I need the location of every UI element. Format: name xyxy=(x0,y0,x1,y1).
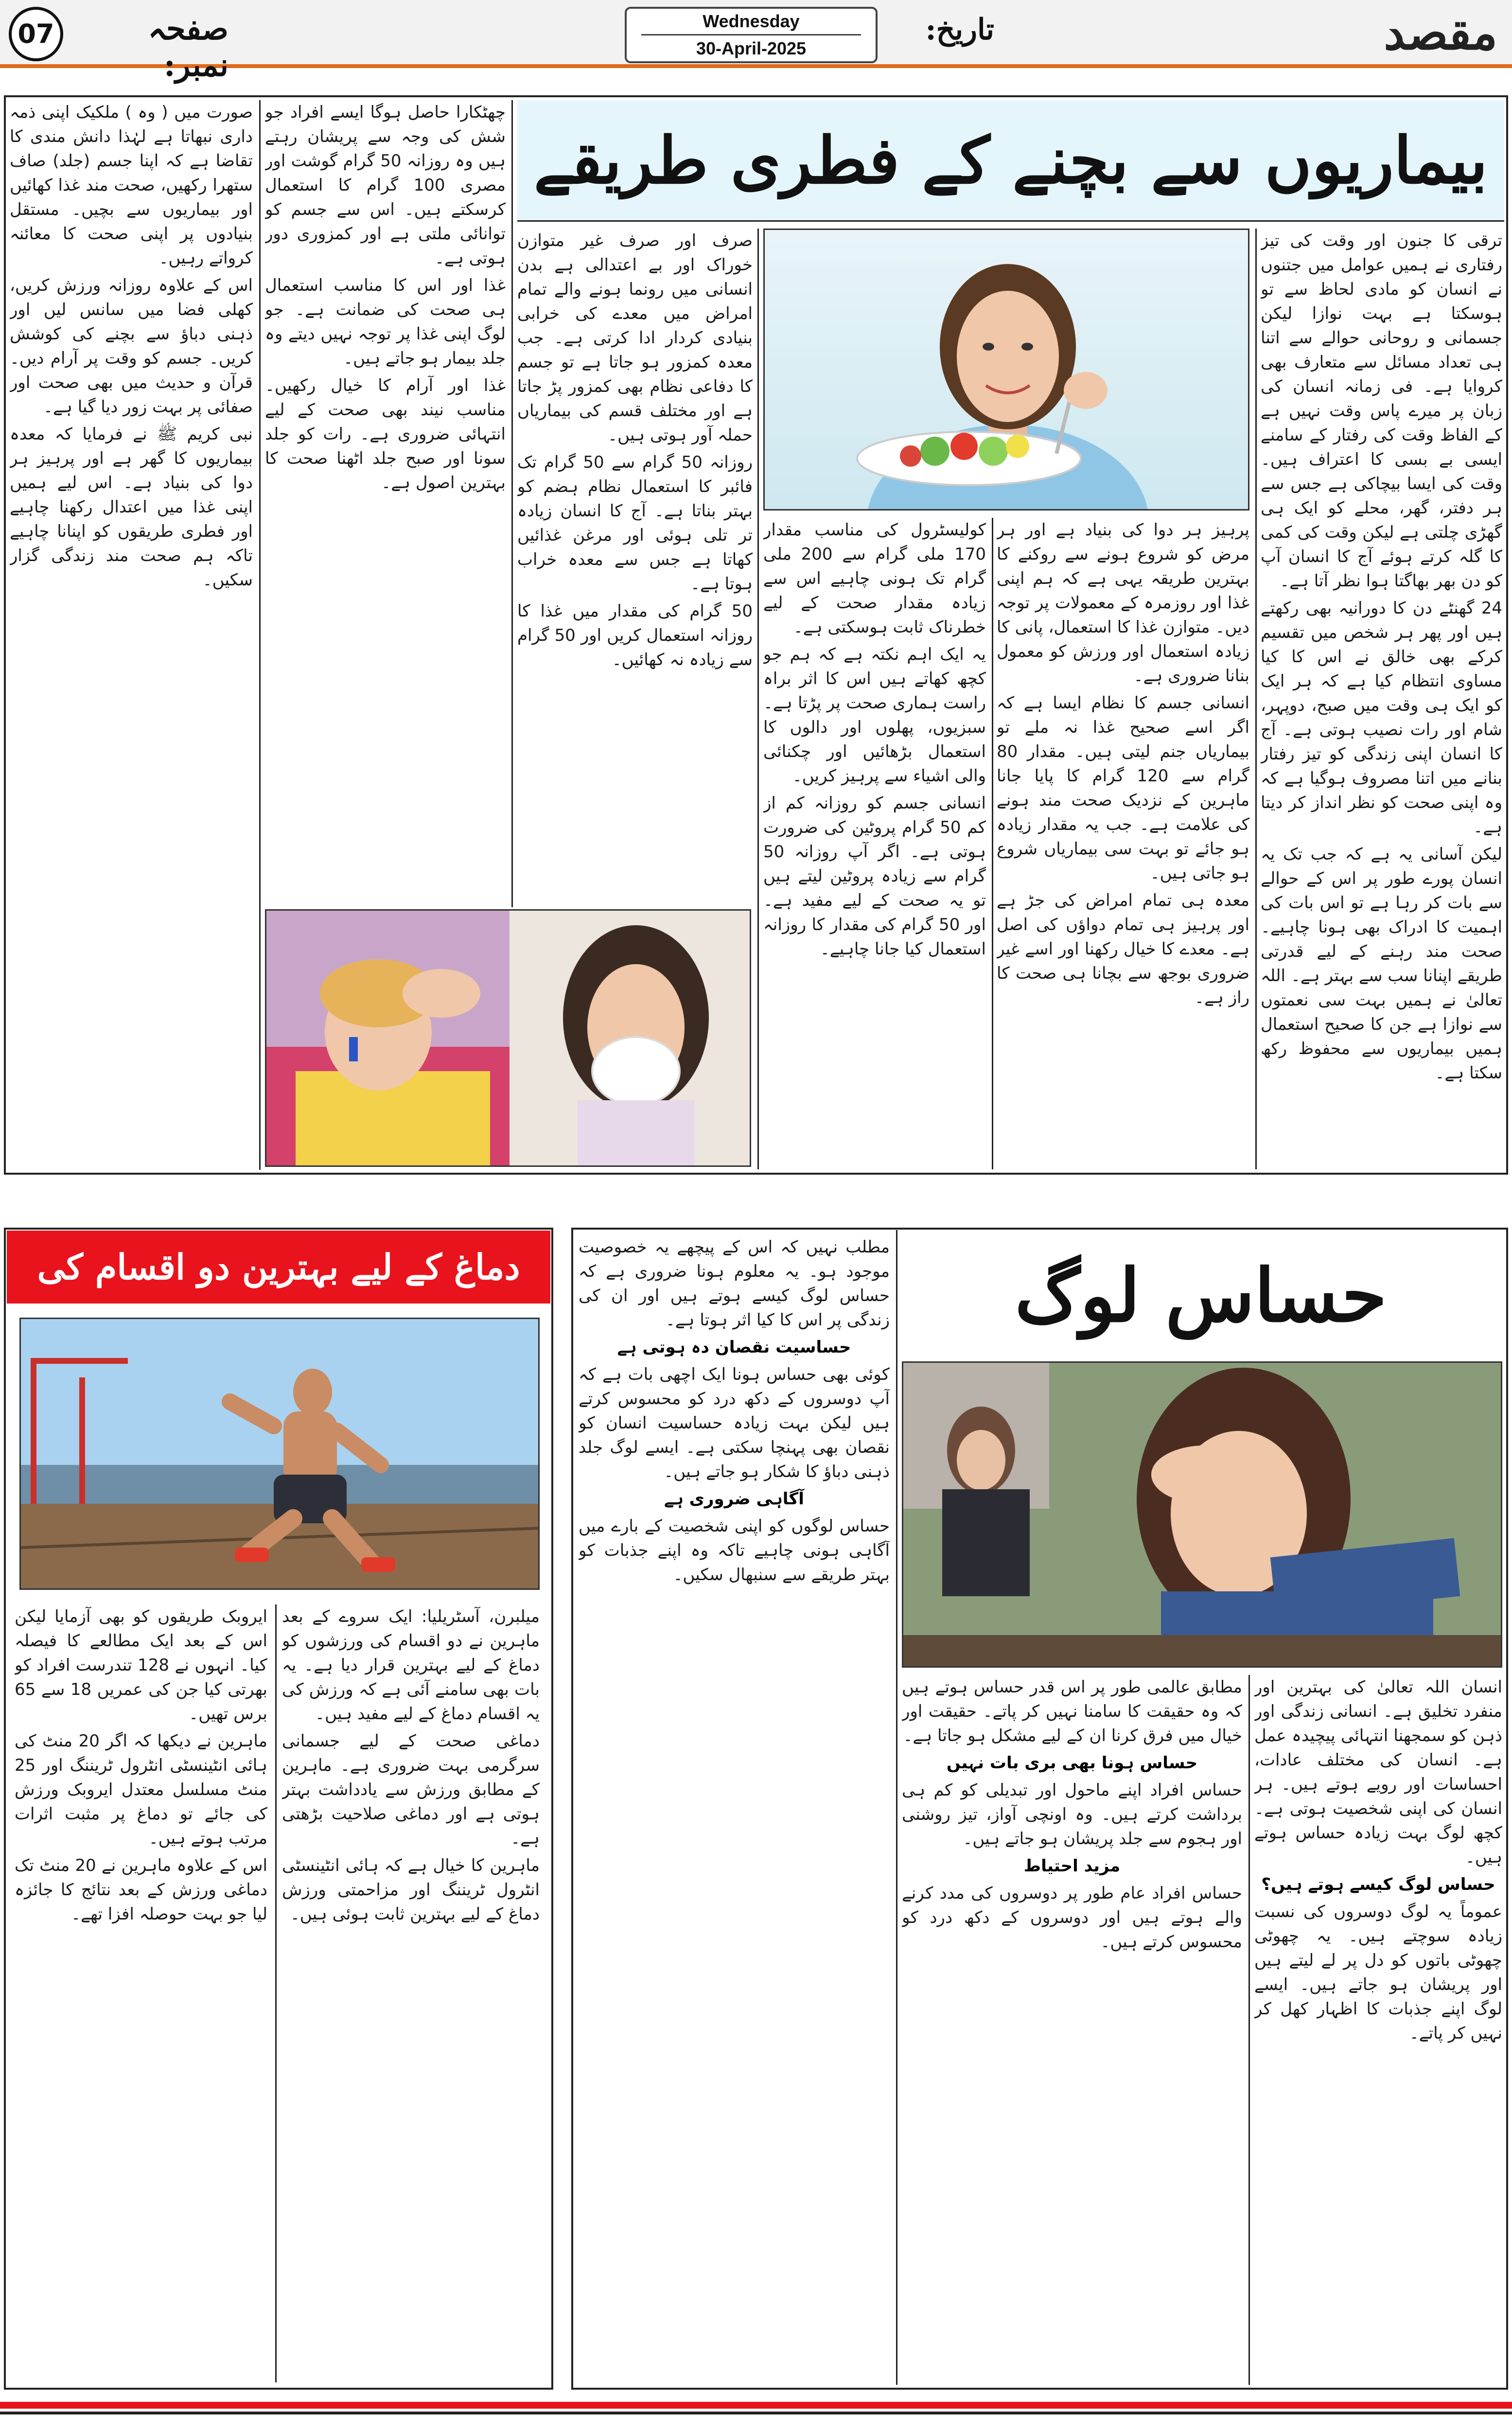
sad-woman-on-bench-image xyxy=(902,1361,1502,1668)
paragraph: ترقی کا جنون اور وقت کی تیز رفتاری نے ہمیں عوامل میں جتنوں نے انسان کو مادی لحاظ سے تو ہوسکتا ہے بہت نوازا لیکن جسمانی و روحانی حوالے سے اتنا ہی تعداد مسائل سے متعارف بھی کروایا ہے۔ فی زمانہ انسان کی زبان پر میرے پاس وقت نہیں ہے کے الفاظ وقت کی رفتار کے سامنے ایسی بے بسی کا اعتراف ہیں۔ وقت کی ایسا بیچاکی ہے جس سے ہر دفتر، گھر، محلے کو ایک ہی گھڑی چلتی ہے لیکن وقت کی کمی کا گلہ کرتے ہوئے آج کا انسان آپ کو دن بھر بھاگتا ہوا نظر آتا ہے۔ xyxy=(1261,231,1502,591)
sad-woman-illustration xyxy=(903,1363,1502,1668)
natural-article-title-banner xyxy=(517,100,1504,222)
column-divider xyxy=(1248,1675,1250,2385)
subheading: مزید احتیاط xyxy=(1023,1856,1121,1876)
paragraph: نبی کریم ﷺ نے فرمایا کہ معدہ بیماریوں کا گھر ہے اور پرہیز ہر دوا کی بنیاد ہے۔ اس لیے ہمیں اپنی غذا میں اعتدال رکھنا چاہیے اور فطری طریقوں کو اپنانا چاہیے تاکہ ہم صحت مند زندگی گزار سکیں۔ xyxy=(10,424,253,590)
date-label: تاریخ: xyxy=(925,13,994,47)
date-text: 30-April-2025 xyxy=(696,38,807,58)
header-bar xyxy=(0,0,1512,84)
column-divider xyxy=(259,100,261,1170)
subheading: آگاہی ضروری ہے xyxy=(664,1489,804,1509)
man-running-illustration xyxy=(21,1319,540,1590)
paragraph: دماغی صحت کے لیے جسمانی سرگرمی بہت ضروری ہے۔ ماہرین کے مطابق ورزش سے یادداشت بہتر ہوتی ہے اور دماغی صلاحیت بڑھتی ہے۔ xyxy=(282,1731,540,1848)
sensitive-article-column-1 xyxy=(1254,1675,1502,2385)
paragraph: اس کے علاوہ ماہرین نے 20 منٹ تک دماغی ورزش کے بعد نتائج کا جائزہ لیا جو بہت حوصلہ افزا تھے۔ xyxy=(15,1856,267,1924)
paragraph: 50 گرام کی مقدار میں غذا کا روزانہ استعمال کریں اور 50 گرام سے زیادہ نہ کھائیں۔ xyxy=(517,601,753,669)
exercise-article-title: دماغ کے لیے بہترین دو اقسام کی xyxy=(37,1246,520,1287)
paragraph: انسانی جسم کو روزانہ کم از کم 50 گرام پروٹین کی ضرورت ہوتی ہے۔ اگر آپ روزانہ 50 گرام سے زیادہ پروٹین لیتے ہیں تو یہ صحت کے لیے مفید ہے۔ اور 50 گرام کی مقدار کا روزانہ استعمال کیا جانا چاہیے۔ xyxy=(763,793,986,959)
paragraph: صرف اور صرف غیر متوازن خوراک اور بے اعتدالی ہے بدن انسانی میں رونما ہونے والے تمام امراض میں معدے کی خرابی بنیادی کردار ادا کرتی ہے۔ جب معدہ کمزور ہو جاتا ہے تو جسم کا دفاعی نظام بھی کمزور پڑ جاتا ہے اور مختلف قسم کی بیماریاں حملہ آور ہوتی ہیں۔ xyxy=(517,231,753,445)
natural-article-column-1 xyxy=(1261,229,1502,1169)
paragraph: حساس افراد عام طور پر دوسروں کی مدد کرنے والے ہوتے ہیں اور دوسروں کے دکھ درد کو محسوس کرتے ہیں۔ xyxy=(902,1884,1242,1952)
column-divider xyxy=(896,1230,897,2385)
woman-eating-salad-illustration xyxy=(765,230,1249,511)
paragraph: انسانی جسم کا نظام ایسا ہے کہ اگر اسے صحیح غذا نہ ملے تو بیماریاں جنم لیتی ہیں۔ مقدار 80 گرام سے 120 گرام کا پایا جانا ماہرین کے نزدیک صحت مند ہونے کی علامت ہے۔ جب یہ مقدار زیادہ ہو جائے تو بہت سی بیماریاں شروع ہو جاتی ہیں۔ xyxy=(997,693,1249,883)
paragraph: عموماً یہ لوگ دوسروں کی نسبت زیادہ سوچتے ہیں۔ یہ چھوٹی چھوٹی باتوں کو دل پر لے لیتے ہیں اور پریشان ہو جاتے ہیں۔ ایسے لوگ اپنے جذبات کا اظہار کھل کر نہیں کر پاتے۔ xyxy=(1254,1902,1502,2043)
subheading: حساسیت نقصان دہ ہوتی ہے xyxy=(617,1338,851,1357)
paragraph: صورت میں ( وہ ) ملکیک اپنی ذمہ داری نبھاتا ہے لہٰذا دانش مندی کا تقاضا ہے کہ اپنا جسم (جلد) صاف ستھرا رکھیں، صحت مند غذا کھائیں اور بیماریوں سے بچیں۔ مستقل بنیادوں پر اپنی صحت کا معائنہ کرواتے رہیں۔ xyxy=(10,103,253,268)
man-running-image xyxy=(19,1318,540,1590)
paragraph: پرہیز ہر دوا کی بنیاد ہے اور ہر مرض کو شروع ہونے سے روکنے کا بہترین طریقہ یہی ہے کہ ہم اپنی غذا اور روزمرہ کے معمولات پر توجہ دیں۔ متوازن غذا کا استعمال، پانی کا زیادہ استعمال اور ورزش کو معمول بنانا ضروری ہے۔ xyxy=(997,520,1249,686)
paragraph: مطلب نہیں کہ اس کے پیچھے یہ خصوصیت موجود ہو۔ یہ معلوم ہونا ضروری ہے کہ حساس لوگ کیسے ہوتے ہیں اور ان کی زندگی پر اس کا کیا اثر ہوتا ہے۔ xyxy=(579,1237,890,1330)
natural-article-column-6 xyxy=(10,100,253,1170)
footer-rule xyxy=(0,2402,1512,2409)
natural-article-column-2 xyxy=(997,518,1249,1169)
paragraph: ماہرین کا خیال ہے کہ ہائی انٹینسٹی انٹرول ٹریننگ اور مزاحمتی ورزش دماغ کے لیے بہترین ثابت ہوئی ہیں۔ xyxy=(282,1856,540,1924)
woman-eating-salad-image xyxy=(763,229,1249,511)
subheading: حساس ہونا بھی بری بات نہیں xyxy=(946,1753,1198,1773)
sensitive-article-column-3 xyxy=(579,1235,890,2385)
column-divider xyxy=(1255,229,1257,1169)
column-divider xyxy=(992,518,993,1169)
column-divider xyxy=(275,1604,277,2382)
paragraph: ایروبک طریقوں کو بھی آزمایا لیکن اس کے بعد ایک مطالعے کا فیصلہ کیا۔ انہوں نے 128 تندرست افراد کو بھرتی کیا جن کی عمریں 18 سے 65 برس تھیں۔ xyxy=(15,1607,267,1724)
page-number-label: صفحہ نمبر: xyxy=(148,11,229,84)
natural-article-column-3 xyxy=(763,518,986,1169)
sick-people-illustration xyxy=(266,911,751,1167)
paragraph: ماہرین نے دیکھا کہ اگر 20 منٹ کی ہائی انٹینسٹی انٹرول ٹریننگ اور 25 منٹ مسلسل معتدل ایروبک ورزش کی جائے تو دماغ پر مثبت اثرات مرتب ہوتے ہیں۔ xyxy=(15,1731,267,1848)
paragraph: معدہ ہی تمام امراض کی جڑ ہے اور پرہیز ہی تمام دواؤں کی اصل ہے۔ معدے کا خیال رکھنا اور اسے غیر ضروری بوجھ سے بچانا ہی صحت کا راز ہے۔ xyxy=(997,891,1249,1007)
paragraph: حساس افراد اپنے ماحول اور تبدیلی کو کم ہی برداشت کرتے ہیں۔ وہ اونچی آواز، تیز روشنی اور ہجوم سے جلد پریشان ہو جاتے ہیں۔ xyxy=(902,1780,1242,1849)
natural-article-column-5 xyxy=(265,100,506,905)
column-divider xyxy=(511,100,513,907)
sensitive-article-title: حساس لوگ xyxy=(1015,1253,1387,1339)
footer-rule-dark xyxy=(0,2412,1512,2414)
page-number-badge: 07 xyxy=(9,7,63,61)
paragraph: اس کے علاوہ روزانہ ورزش کریں، کھلی فضا میں سانس لیں اور ذہنی دباؤ سے بچنے کی کوشش کریں۔ جسم کو وقت پر آرام دیں۔ قرآن و حدیث میں بھی صحت اور صفائی پر بہت زور دیا گیا ہے۔ xyxy=(10,276,253,417)
paragraph: روزانہ 50 گرام سے 50 گرام تک فائبر کا استعمال نظام ہضم کو بہتر بناتا ہے۔ آج کا انسان زیادہ تر تلی ہوئی اور مرغن غذائیں کھاتا ہے جس سے معدہ خراب ہوتا ہے۔ xyxy=(517,453,753,594)
paragraph: لیکن آسانی یہ ہے کہ جب تک یہ انسان پورے طور پر اس کے حوالے سے بات کر رہا ہے تو اس بات کی اہمیت کا ادراک بھی ہونا چاہیے۔ صحت مند رہنے کے لیے قدرتی طریقے اپنانا سب سے بہتر ہے۔ اللہ تعالیٰ نے ہمیں بہت سی نعمتوں سے نوازا ہے جن کا صحیح استعمال ہمیں بیماریوں سے محفوظ رکھ سکتا ہے۔ xyxy=(1261,845,1502,1083)
paragraph: کولیسٹرول کی مناسب مقدار 170 ملی گرام سے 200 ملی گرام تک ہونی چاہیے اس سے زیادہ مقدار صحت کے لیے خطرناک ثابت ہوسکتی ہے۔ xyxy=(763,520,986,637)
exercise-article-column-2 xyxy=(15,1604,267,2382)
day-text: Wednesday xyxy=(641,9,861,35)
date-box xyxy=(625,7,878,63)
exercise-article-column-1 xyxy=(282,1604,540,2382)
paragraph: مطابق عالمی طور پر اس قدر حساس ہوتے ہیں کہ وہ حقیقت کا سامنا نہیں کر پاتے۔ حقیقت اور خیال میں فرق کرنا ان کے لیے مشکل ہو جاتا ہے۔ xyxy=(902,1677,1242,1745)
sensitive-article-column-2 xyxy=(902,1675,1242,2385)
paragraph: چھٹکارا حاصل ہوگا ایسے افراد جو شش کی وجہ سے پریشان رہتے ہیں وہ روزانہ 50 گرام گوشت اور مصری 100 گرام کا استعمال کرسکتے ہیں۔ اس سے جسم کو توانائی ملتی ہے اور کمزوری دور ہوتی ہے۔ xyxy=(265,103,506,268)
natural-article-title: بیماریوں سے بچنے کے فطری طریقے xyxy=(533,123,1488,198)
paragraph: کوئی بھی حساس ہونا ایک اچھی بات ہے کہ آپ دوسروں کے دکھ درد کو محسوس کرتے ہیں لیکن بہت زیادہ حساسیت انسان کو نقصان بھی پہنچا سکتی ہے۔ ایسے لوگ جلد ذہنی دباؤ کا شکار ہو جاتے ہیں۔ xyxy=(579,1365,890,1481)
paragraph: حساس لوگوں کو اپنی شخصیت کے بارے میں آگاہی ہونی چاہیے تاکہ وہ اپنے جذبات کو بہتر طریقے سے سنبھال سکیں۔ xyxy=(579,1516,890,1585)
exercise-article-title-banner xyxy=(7,1231,550,1304)
paragraph: انسان اللہ تعالیٰ کی بہترین اور منفرد تخلیق ہے۔ انسانی زندگی اور ذہن کو سمجھنا انتہائی پیچیدہ عمل ہے۔ انسان کی مختلف عادات، احساسات اور رویے ہوتے ہیں۔ ہر انسان کی اپنی شخصیت ہوتی ہے۔ کچھ لوگ بہت زیادہ حساس ہوتے ہیں۔ xyxy=(1254,1677,1502,1867)
sick-child-and-woman-image xyxy=(265,909,751,1167)
paragraph: غذا اور آرام کا خیال رکھیں۔ مناسب نیند بھی صحت کے لیے انتہائی ضروری ہے۔ رات کو جلد سونا اور صبح جلد اٹھنا صحت کا بہترین اصول ہے۔ xyxy=(265,376,506,493)
natural-article-column-4 xyxy=(517,229,753,904)
subheading: حساس لوگ کیسے ہوتے ہیں؟ xyxy=(1261,1875,1495,1894)
newspaper-logo: مقصد xyxy=(1384,5,1497,60)
paragraph: میلبرن، آسٹریلیا: ایک سروے کے بعد ماہرین نے دو اقسام کی ورزشوں کو دماغ کے لیے بہترین قرار دیا ہے۔ یہ بات بھی سامنے آئی ہے کہ ورزش کی یہ اقسام دماغ کے لیے مفید ہیں۔ xyxy=(282,1607,540,1724)
paragraph: 24 گھنٹے دن کا دورانیہ بھی رکھتے ہیں اور پھر ہر شخص میں تقسیم کرکے بھی خالق نے اس کا کیا مساوی انتظام کیا ہے کہ ہر ایک کو ایک ہی وقت میں صبح، دوپہر، شام اور رات نصیب ہوتی ہے۔ آج کا انسان اپنی زندگی کو تیز رفتار بنانے میں اتنا مصروف ہوگیا ہے کہ وہ اپنی صحت کو نظر انداز کر دیتا ہے۔ xyxy=(1261,599,1502,837)
column-divider xyxy=(757,229,759,1169)
paragraph: غذا اور اس کا مناسب استعمال ہی صحت کی ضمانت ہے۔ جو لوگ اپنی غذا پر توجہ نہیں دیتے وہ جلد بیمار ہو جاتے ہیں۔ xyxy=(265,276,506,368)
paragraph: یہ ایک اہم نکتہ ہے کہ ہم جو کچھ کھاتے ہیں اس کا اثر براہ راست ہماری صحت پر پڑتا ہے۔ سبزیوں، پھلوں اور دالوں کا استعمال بڑھائیں اور چکنائی والی اشیاء سے پرہیز کریں۔ xyxy=(763,645,986,786)
